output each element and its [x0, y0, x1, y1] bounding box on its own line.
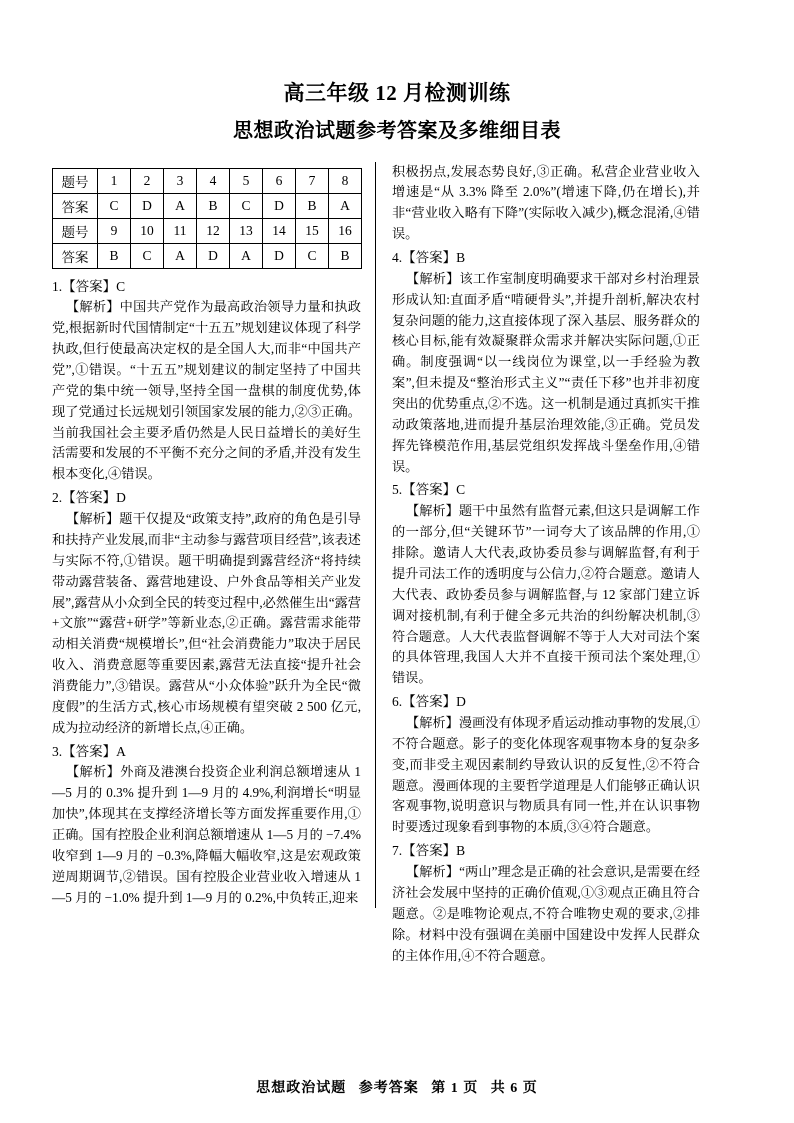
cell: D	[263, 193, 296, 218]
title-main: 高三年级 12 月检测训练	[283, 81, 511, 105]
explanation-item-1	[52, 277, 361, 486]
footer-page-current: 第 1 页	[431, 1081, 479, 1096]
explanation-text: 积极拐点,发展态势良好,③正确。私营企业营业收入增速是“从 3.3% 降至 2.0%”(增速下降,仍在增长),并非“营业收入略有下降”(实际收入减少),概念混淆,④错误。	[392, 163, 700, 242]
explanation-item-4	[392, 248, 700, 478]
cell: 3	[164, 168, 197, 193]
cell: A	[164, 243, 197, 268]
cell: C	[98, 193, 131, 218]
title-sub: 思想政治试题参考答案及多维细目表	[233, 119, 561, 142]
answer-label: 2.【答案】D	[52, 490, 126, 506]
cell: A	[230, 243, 263, 268]
cell: 16	[329, 218, 362, 243]
explanation-text: 【解析】题干仅提及“政策支持”,政府的角色是引导和扶持产业发展,而非“主动参与露营项目经营”,该表述与实际不符,①错误。题干明确提到露营经济“将持续带动露营装备、露营地建设、户外食品等相关产业发展”,露营从小众到全民的转变过程中,必然催生出“露营+文旅”“露营+研学”等新业态,②正确。露营需求能带动相关消费“规模增长”,但“社会消费能力”取决于居民收入、消费意愿等重要因素,露营无法直接“提升社会消费能力”,③错误。露营从“小众体验”跃升为全民“微度假”的生活方式,核心市场规模有望突破 2 500 亿元,成为拉动经济的新增长点,④正确。	[52, 511, 361, 735]
explanation-item-6	[392, 692, 700, 838]
cell: 7	[296, 168, 329, 193]
cell: 5	[230, 168, 263, 193]
answer-key-table	[52, 168, 362, 269]
cell: 4	[197, 168, 230, 193]
footer-doc-name: 思想政治试题	[256, 1081, 347, 1096]
table-row	[53, 218, 362, 243]
right-column	[376, 162, 700, 967]
cell: 6	[263, 168, 296, 193]
table-row	[53, 193, 362, 218]
answer-label: 3.【答案】A	[52, 743, 126, 759]
cell: 8	[329, 168, 362, 193]
cell: B	[98, 243, 131, 268]
cell: C	[296, 243, 329, 268]
answer-label: 1.【答案】C	[52, 278, 126, 294]
cell: B	[296, 193, 329, 218]
explanation-text: 【解析】外商及港澳台投资企业利润总额增速从 1—5 月的 0.3% 提升到 1—9 月的 4.9%,利润增长“明显加快”,体现其在支撑经济增长等方面发挥重要作用,①正确。国有控股企业利润总额增速从 1—5 月的 −7.4% 收窄到 1—9 月的 −0.3%,降幅大幅收窄,这是宏观政策逆周期调节,②错误。国有控股企业营业收入增速从 1—5 月的 −1.0% 提升到 1—9 月的 0.2%,中负转正,迎来	[52, 764, 361, 905]
cell: D	[197, 243, 230, 268]
explanation-text: 【解析】漫画没有体现矛盾运动推动事物的发展,①不符合题意。影子的变化体现客观事物本身的复杂多变,而非受主观因素制约导致认识的反复性,②不符合题意。漫画体现的主要哲学道理是人们能够正确认识客观事物,说明意识与物质具有同一性,并在认识事物时要透过现象看到事物的本质,③④符合题意。	[392, 715, 700, 835]
answer-label: 4.【答案】B	[392, 249, 466, 265]
cell: 14	[263, 218, 296, 243]
cell: B	[329, 243, 362, 268]
answer-label: 5.【答案】C	[392, 482, 466, 498]
page-footer	[0, 1077, 794, 1097]
explanation-item-3-continued	[392, 162, 700, 245]
two-column-body	[52, 162, 742, 967]
cell: 15	[296, 218, 329, 243]
cell: 11	[164, 218, 197, 243]
explanation-text: 【解析】中国共产党作为最高政治领导力量和执政党,根据新时代国情制定“十五五”规划建议体现了科学执政,但行使最高决定权的是全国人大,而非“中国共产党”,①错误。“十五五”规划建议的制定坚持了中国共产党的集中统一领导,坚持全国一盘棋的制度优势,体现了党通过长远规划引领国家发展的能力,②③正确。当前我国社会主要矛盾仍然是人民日益增长的美好生活需要和发展的不平衡不充分之间的矛盾,并没有发生根本变化,④错误。	[52, 299, 361, 482]
cell: C	[131, 243, 164, 268]
cell: D	[131, 193, 164, 218]
answer-label: 6.【答案】D	[392, 694, 466, 710]
footer-page-total: 共 6 页	[490, 1081, 538, 1096]
row-label-question-1: 题号	[53, 168, 98, 193]
cell: 13	[230, 218, 263, 243]
table-row	[53, 243, 362, 268]
cell: D	[263, 243, 296, 268]
row-label-question-2: 题号	[53, 218, 98, 243]
footer-answer-label: 参考答案	[358, 1081, 419, 1096]
cell: A	[164, 193, 197, 218]
cell: 12	[197, 218, 230, 243]
cell: B	[197, 193, 230, 218]
cell: 10	[131, 218, 164, 243]
page-title	[0, 78, 794, 146]
cell: 1	[98, 168, 131, 193]
explanation-text: 【解析】题干中虽然有监督元素,但这只是调解工作的一部分,但“关键环节”一词夸大了该品牌的作用,①排除。邀请人大代表,政协委员参与调解监督,有利于提升司法工作的透明度与公信力,②符合题意。邀请人大代表、政协委员参与调解监督,与 12 家部门建立诉调对接机制,有利于健全多元共治的纠纷解决机制,③符合题意。人大代表监督调解不等于人大对司法个案的具体管理,我国人大并不直接干预司法个案处理,①错误。	[392, 503, 700, 686]
explanation-item-3	[52, 742, 361, 909]
row-label-answer-1: 答案	[53, 193, 98, 218]
cell: 2	[131, 168, 164, 193]
answer-label: 7.【答案】B	[392, 843, 466, 859]
cell: C	[230, 193, 263, 218]
left-column	[52, 162, 376, 909]
table-row	[53, 168, 362, 193]
explanation-item-2	[52, 488, 361, 738]
explanation-item-5	[392, 480, 700, 689]
explanation-text: 【解析】该工作室制度明确要求干部对乡村治理景形成认知:直面矛盾“啃硬骨头”,并提升剖析,解决农村复杂问题的能力,这直接体现了深入基层、服务群众的核心目标,能有效凝聚群众需求并解决实际问题,①正确。制度强调“以一线岗位为课堂,以一手经验为教案”,但未提及“整治形式主义”“责任下移”也并非初度突出的优势重点,②不选。这一机制是通过真抓实干推动政策落地,进而提升基层治理效能,③正确。党员发挥先锋模范作用,基层党组织发挥战斗堡垒作用,④错误。	[392, 270, 700, 474]
cell: 9	[98, 218, 131, 243]
explanation-text: 【解析】“两山”理念是正确的社会意识,是需要在经济社会发展中坚持的正确价值观,①③观点正确且符合题意。②是唯物论观点,不符合唯物史观的要求,②排除。材料中没有强调在美丽中国建设中发挥人民群众的主体作用,④不符合题意。	[392, 864, 700, 963]
cell: A	[329, 193, 362, 218]
explanation-item-7	[392, 841, 700, 966]
row-label-answer-2: 答案	[53, 243, 98, 268]
